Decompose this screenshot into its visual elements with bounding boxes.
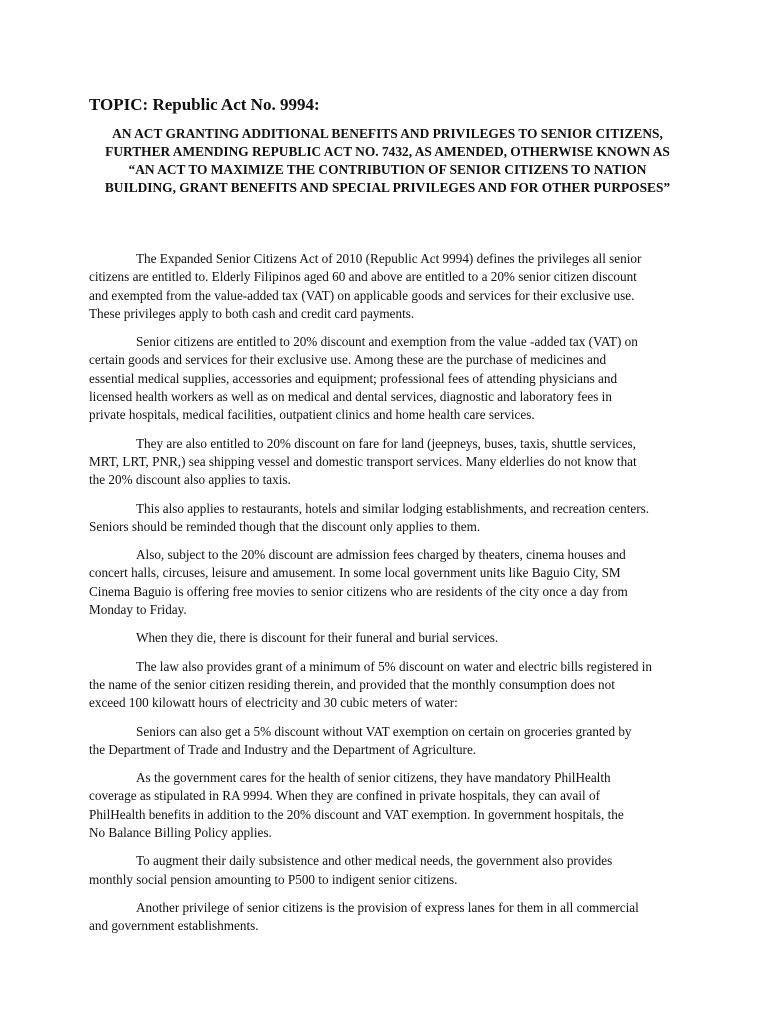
paragraph-line: When they die, there is discount for their funeral and burial services. — [136, 630, 499, 646]
paragraph-line: essential medical supplies, accessories and equipment; professional fees of attending physicians and — [89, 370, 618, 386]
paragraph-line: MRT, LRT, PNR,) sea shipping vessel and domestic transport services. Many elderlies do not know that — [89, 453, 637, 469]
paragraph — [89, 333, 686, 424]
paragraph — [89, 500, 686, 537]
paragraph-line: monthly social pension amounting to P500 to indigent senior citizens. — [89, 871, 458, 887]
act-title-line: BUILDING, GRANT BENEFITS AND SPECIAL PRIVILEGES AND FOR OTHER PURPOSES” — [104, 180, 671, 195]
paragraph-line: They are also entitled to 20% discount on fare for land (jeepneys, buses, taxis, shuttle services, — [136, 435, 636, 451]
paragraph-line: As the government cares for the health of senior citizens, they have mandatory PhilHealth — [136, 770, 611, 786]
paragraph — [89, 723, 686, 760]
paragraph-line: No Balance Billing Policy applies. — [89, 825, 272, 841]
paragraph-line: and government establishments. — [89, 918, 259, 934]
paragraph-line: private hospitals, medical facilities, outpatient clinics and home health care services. — [89, 407, 535, 423]
paragraph-line: Seniors can also get a 5% discount without VAT exemption on certain on groceries granted by — [136, 723, 632, 739]
paragraph-line: Cinema Baguio is offering free movies to senior citizens who are residents of the city once a day from — [89, 583, 628, 599]
paragraph-line: Monday to Friday. — [89, 602, 187, 618]
paragraph-line: To augment their daily subsistence and other medical needs, the government also provides — [136, 853, 613, 869]
act-title — [89, 125, 686, 197]
paragraph-line: The Expanded Senior Citizens Act of 2010 (Republic Act 9994) defines the privileges all senior — [136, 251, 642, 266]
topic-heading: TOPIC: Republic Act No. 9994: — [89, 95, 320, 114]
paragraph-line: These privileges apply to both cash and credit card payments. — [89, 305, 415, 321]
paragraph-line: This also applies to restaurants, hotels and similar lodging establishments, and recreation centers. — [136, 500, 650, 516]
paragraph-line: Seniors should be reminded though that the discount only applies to them. — [89, 518, 481, 534]
paragraph-line: concert halls, circuses, leisure and amusement. In some local government units like Baguio City, SM — [89, 565, 621, 581]
paragraph — [89, 435, 686, 490]
act-title-line: AN ACT GRANTING ADDITIONAL BENEFITS AND PRIVILEGES TO SENIOR CITIZENS, — [112, 126, 663, 141]
act-title-line: FURTHER AMENDING REPUBLIC ACT NO. 7432, AS AMENDED, OTHERWISE KNOWN AS — [105, 144, 670, 159]
paragraph-line: PhilHealth benefits in addition to the 20% discount and VAT exemption. In government hospitals, the — [89, 806, 624, 822]
paragraph — [89, 629, 686, 647]
paragraph-line: The law also provides grant of a minimum of 5% discount on water and electric bills registered in — [136, 658, 652, 674]
paragraph-line: citizens are entitled to. Elderly Filipinos aged 60 and above are entitled to a 20% senior citizen discount — [89, 269, 637, 285]
paragraph-line: the Department of Trade and Industry and the Department of Agriculture. — [89, 741, 477, 757]
paragraph-line: the name of the senior citizen residing therein, and provided that the monthly consumption does not — [89, 676, 615, 692]
paragraph — [89, 546, 686, 619]
paragraph — [89, 250, 686, 323]
paragraph-line: certain goods and services for their exclusive use. Among these are the purchase of medicines and — [89, 352, 607, 368]
paragraph-line: Senior citizens are entitled to 20% discount and exemption from the value -added tax (VAT) on — [136, 334, 638, 350]
paragraph-line: exceed 100 kilowatt hours of electricity and 30 cubic meters of water: — [89, 695, 458, 711]
paragraph — [89, 852, 686, 889]
document-body — [89, 250, 686, 936]
paragraph — [89, 899, 686, 936]
paragraph — [89, 658, 686, 713]
paragraph-line: the 20% discount also applies to taxis. — [89, 472, 291, 488]
paragraph-line: Also, subject to the 20% discount are admission fees charged by theaters, cinema houses and — [136, 547, 626, 563]
paragraph-line: Another privilege of senior citizens is the provision of express lanes for them in all commercial — [136, 899, 639, 915]
act-title-line: “AN ACT TO MAXIMIZE THE CONTRIBUTION OF SENIOR CITIZENS TO NATION — [128, 162, 647, 177]
paragraph-line: coverage as stipulated in RA 9994. When they are confined in private hospitals, they can avail of — [89, 788, 600, 804]
paragraph — [89, 769, 686, 842]
paragraph-line: and exempted from the value-added tax (VAT) on applicable goods and services for their exclusive use. — [89, 287, 635, 303]
paragraph-line: licensed health workers as well as on medical and dental services, diagnostic and laboratory fees in — [89, 389, 612, 405]
